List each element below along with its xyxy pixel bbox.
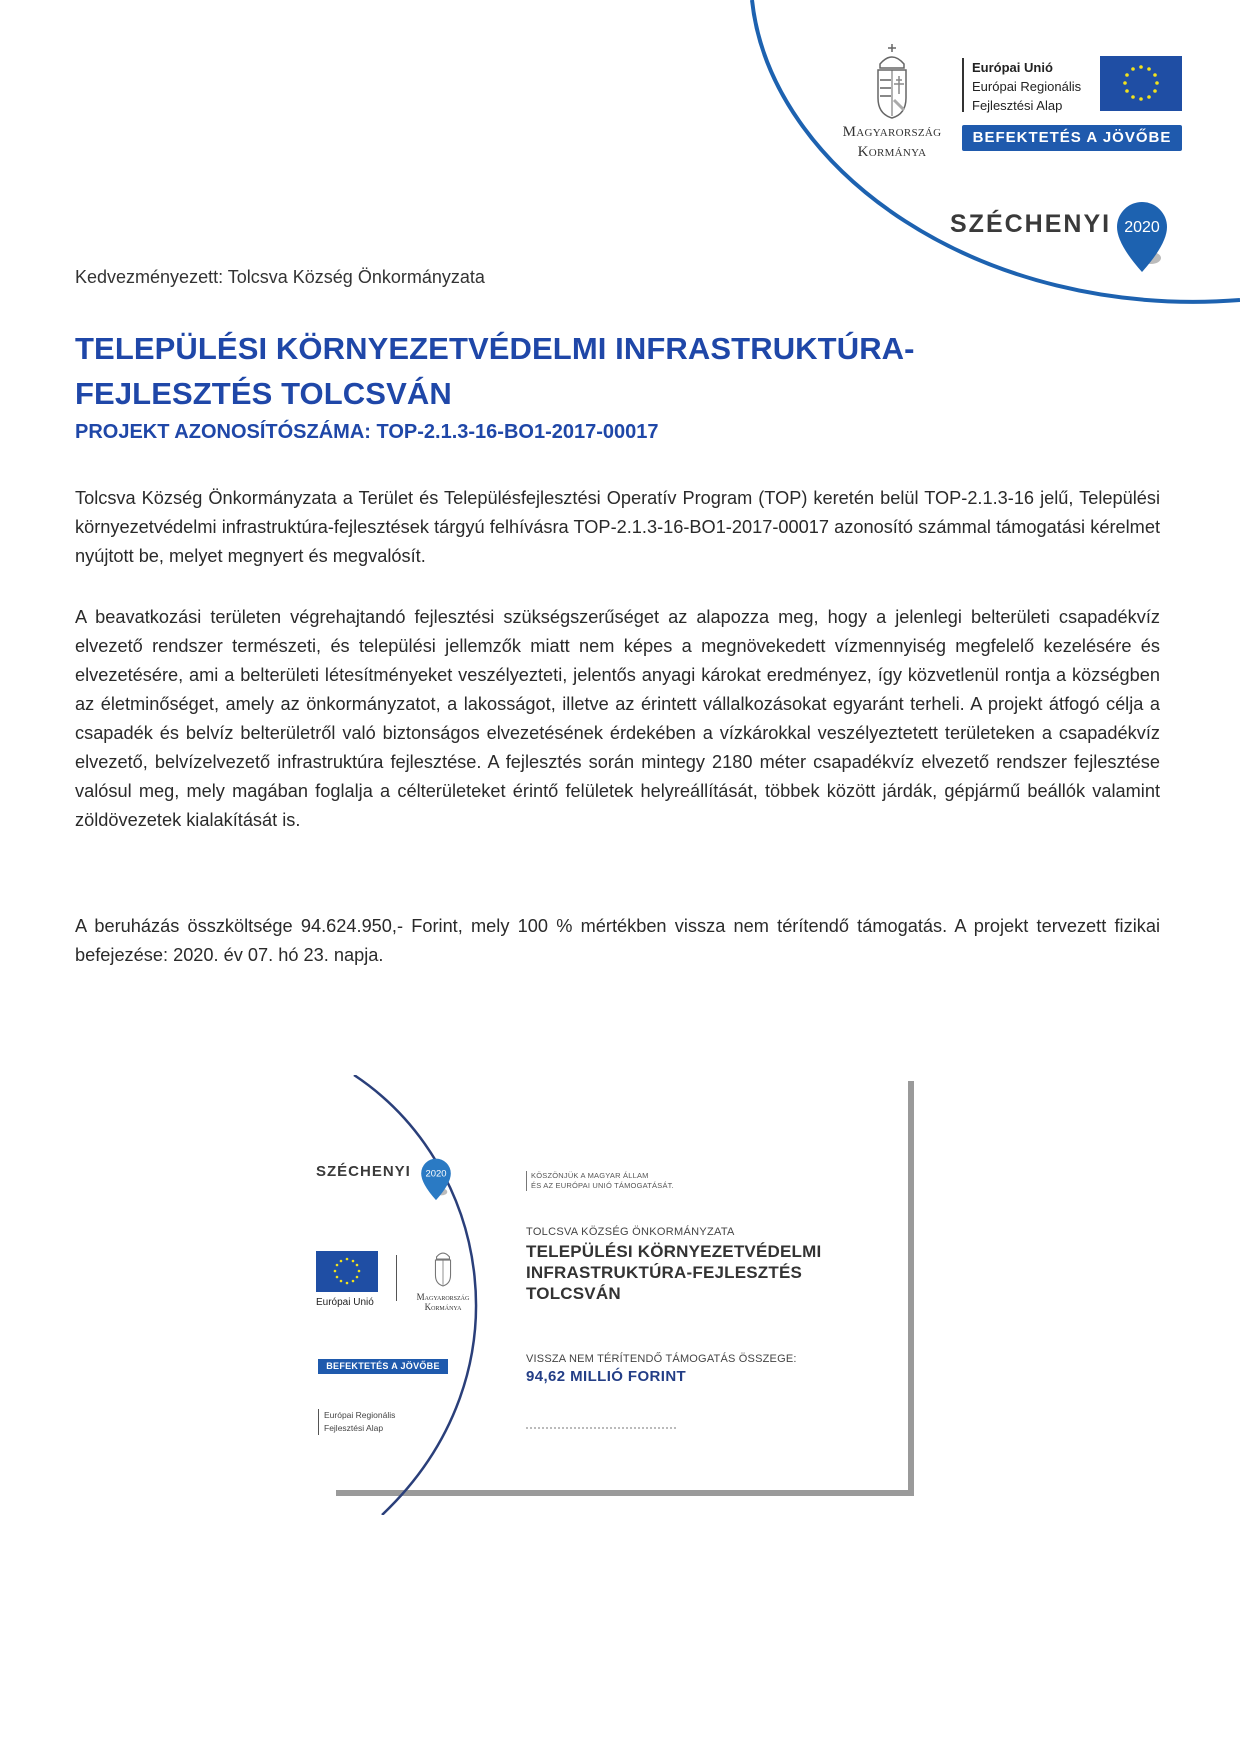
signboard-grant-value: 94,62 MILLIÓ FORINT: [526, 1368, 687, 1385]
eu-fund-line2: Európai Regionális: [972, 79, 1082, 94]
signboard-thanks-line1: KÖSZÖNJÜK A MAGYAR ÁLLAM: [531, 1171, 649, 1180]
signboard-szechenyi-name: SZÉCHENYI: [316, 1163, 411, 1180]
divider: [962, 58, 964, 112]
project-signboard-image: [316, 1075, 908, 1490]
signboard-thanks-line2: ÉS AZ EURÓPAI UNIÓ TÁMOGATÁSÁT.: [531, 1181, 674, 1190]
page-title: [75, 326, 1075, 416]
eu-flag-icon: [1100, 56, 1182, 111]
coat-of-arms-icon: [872, 42, 912, 120]
signboard-fund-text: [318, 1409, 395, 1435]
signboard-grant-label: VISSZA NEM TÉRÍTENDŐ TÁMOGATÁS ÖSSZEGE:: [526, 1353, 797, 1365]
signboard-divider: [396, 1255, 397, 1301]
gov-name-line1: Magyarország: [842, 124, 942, 140]
signboard-szechenyi-year: 2020: [425, 1168, 447, 1180]
signboard-title-line1: TELEPÜLÉSI KÖRNYEZETVÉDELMI: [526, 1242, 822, 1261]
signboard-organization: TOLCSVA KÖZSÉG ÖNKORMÁNYZATA: [526, 1226, 735, 1238]
szechenyi-name: SZÉCHENYI: [950, 210, 1112, 238]
signboard-invest-badge: BEFEKTETÉS A JÖVŐBE: [318, 1359, 448, 1374]
header-decorative-arc: [0, 0, 1240, 340]
signboard-title-line2: INFRASTRUKTÚRA-FEJLESZTÉS: [526, 1263, 803, 1282]
signboard-location-pin-icon: [420, 1157, 452, 1203]
title-line1: TELEPÜLÉSI KÖRNYEZETVÉDELMI INFRASTRUKTÚRA-: [75, 331, 915, 366]
signboard-coat-of-arms-icon: [432, 1245, 454, 1287]
signboard-eu-flag-icon: [316, 1251, 378, 1292]
signboard-fineprint-illegible: [526, 1427, 676, 1430]
eu-fund-text: [972, 58, 1112, 115]
szechenyi-year: 2020: [1124, 219, 1160, 236]
signboard-title: [526, 1241, 886, 1304]
beneficiary-line: Kedvezményezett: Tolcsva Község Önkormányzata: [75, 267, 485, 287]
signboard-title-line3: TOLCSVÁN: [526, 1284, 621, 1303]
signboard-fund-line2: Fejlesztési Alap: [324, 1423, 384, 1433]
gov-name-line2: Kormánya: [857, 144, 927, 160]
signboard-gov-logo: [408, 1245, 478, 1312]
paragraph-description: A beavatkozási területen végrehajtandó fejlesztési szükségszerűséget az alapozza meg, hogy a jelenlegi belterületi csapadékvíz elvezető rendszer természeti, és települési jellemzők miatt nem képes a megnövekedett vízmennyiség megfelelő kezelésére és elvezetésére, ami a belterületi létesítményeket veszélyezteti, jelentős anyagi károkat eredményez, így közvetlenül rontja a községben az életminőséget, amely az önkormányzatot, a lakosságot, illetve az érintett vállalkozásokat egyaránt terheli. A projekt átfogó célja a csapadék és belvíz belterületről való biztonságos elvezetésének érdekében a vízkárokkal veszélyeztetett területeken a csapadékvíz elvezető, belvízelvezető infrastruktúra fejlesztése. A fejlesztés során mintegy 2180 méter csapadékvíz elvezető rendszer fejlesztése valósul meg, mely magában foglalja a célterületeket érintő felületek helyreállítását, többek között járdák, gépjármű beállók valamint zöldövezetek kialakítását is.: [75, 607, 1160, 830]
title-line2: FEJLESZTÉS TOLCSVÁN: [75, 376, 452, 411]
signboard-gov-line1: Magyarország: [416, 1292, 470, 1302]
signboard-fund-line1: Európai Regionális: [324, 1410, 396, 1420]
signboard-gov-line2: Kormánya: [424, 1302, 462, 1312]
hungarian-government-logo: [832, 42, 952, 160]
paragraph-intro: Tolcsva Község Önkormányzata a Terület és Településfejlesztési Operatív Program (TOP) keretén belül TOP-2.1.3-16 jelű, Települési környezetvédelmi infrastruktúra-fejlesztések tárgyú felhívásra TOP-2.1.3-16-BO1-2017-00017 azonosító számmal támogatási kérelmet nyújtott be, melyet megnyert és megvalósít.: [75, 488, 1160, 566]
paragraph-cost: A beruházás összköltsége 94.624.950,- Forint, mely 100 % mértékben vissza nem térítendő támogatás. A projekt tervezett fizikai befejezése: 2020. év 07. hó 23. napja.: [75, 916, 1160, 965]
signboard-thanks: [526, 1171, 674, 1191]
eu-title: Európai Unió: [972, 60, 1053, 75]
signboard-eu-label: Európai Unió: [316, 1297, 374, 1308]
location-pin-icon: [1115, 200, 1169, 276]
invest-in-future-badge: BEFEKTETÉS A JÖVŐBE: [962, 125, 1182, 151]
project-id: PROJEKT AZONOSÍTÓSZÁMA: TOP-2.1.3-16-BO1-2017-00017: [75, 421, 659, 443]
eu-fund-line3: Fejlesztési Alap: [972, 98, 1063, 113]
